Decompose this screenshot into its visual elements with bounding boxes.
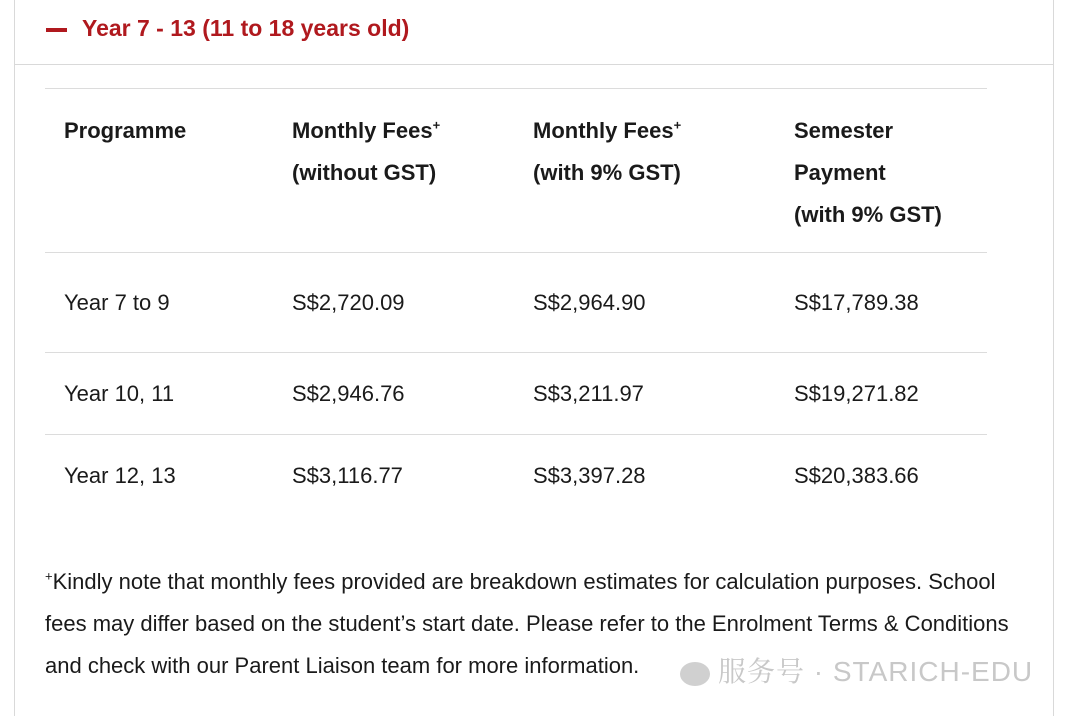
footnote-marker: + (45, 568, 53, 584)
table-row (45, 253, 987, 353)
cell-monthly-without-gst: S$2,946.76 (273, 353, 514, 435)
header-monthly-fees-without-gst (273, 89, 514, 253)
cell-monthly-without-gst: S$2,720.09 (273, 253, 514, 353)
header-label: Monthly Fees (292, 118, 433, 143)
accordion-header[interactable] (15, 0, 1053, 65)
header-programme (45, 89, 273, 253)
watermark-text: 服务号 · STARICH-EDU (718, 656, 1034, 687)
header-semester-payment (775, 89, 987, 253)
accordion-title[interactable]: Year 7 - 13 (11 to 18 years old) (82, 15, 410, 41)
cell-semester-payment: S$19,271.82 (775, 353, 987, 435)
table-header-row (45, 89, 987, 253)
minus-icon[interactable] (46, 28, 67, 32)
fees-table (45, 88, 987, 517)
header-monthly-fees-with-gst (514, 89, 775, 253)
cell-monthly-with-gst: S$3,397.28 (514, 435, 775, 518)
footnote-text: Kindly note that monthly fees provided are breakdown estimates for calculation purposes. School fees may differ based on the student’s start date. Please refer to the Enrolment Terms & Conditions and check with our Parent Liaison team for more information. (45, 569, 1009, 678)
watermark (680, 650, 1033, 690)
header-label: Monthly Fees (533, 118, 674, 143)
header-sup: + (673, 117, 682, 133)
cell-monthly-without-gst: S$3,116.77 (273, 435, 514, 518)
header-sup: + (432, 117, 441, 133)
cell-programme: Year 7 to 9 (45, 253, 273, 353)
cell-monthly-with-gst: S$2,964.90 (514, 253, 775, 353)
header-label: Programme (64, 118, 187, 143)
header-label: Semester Payment (794, 118, 894, 185)
wechat-icon (680, 662, 710, 686)
cell-programme: Year 10, 11 (45, 353, 273, 435)
header-sub: (with 9% GST) (794, 202, 942, 227)
cell-monthly-with-gst: S$3,211.97 (514, 353, 775, 435)
header-sub: (without GST) (292, 160, 437, 185)
table-row (45, 435, 987, 518)
cell-programme: Year 12, 13 (45, 435, 273, 518)
header-sub: (with 9% GST) (533, 160, 681, 185)
cell-semester-payment: S$20,383.66 (775, 435, 987, 518)
cell-semester-payment: S$17,789.38 (775, 253, 987, 353)
table-row (45, 353, 987, 435)
